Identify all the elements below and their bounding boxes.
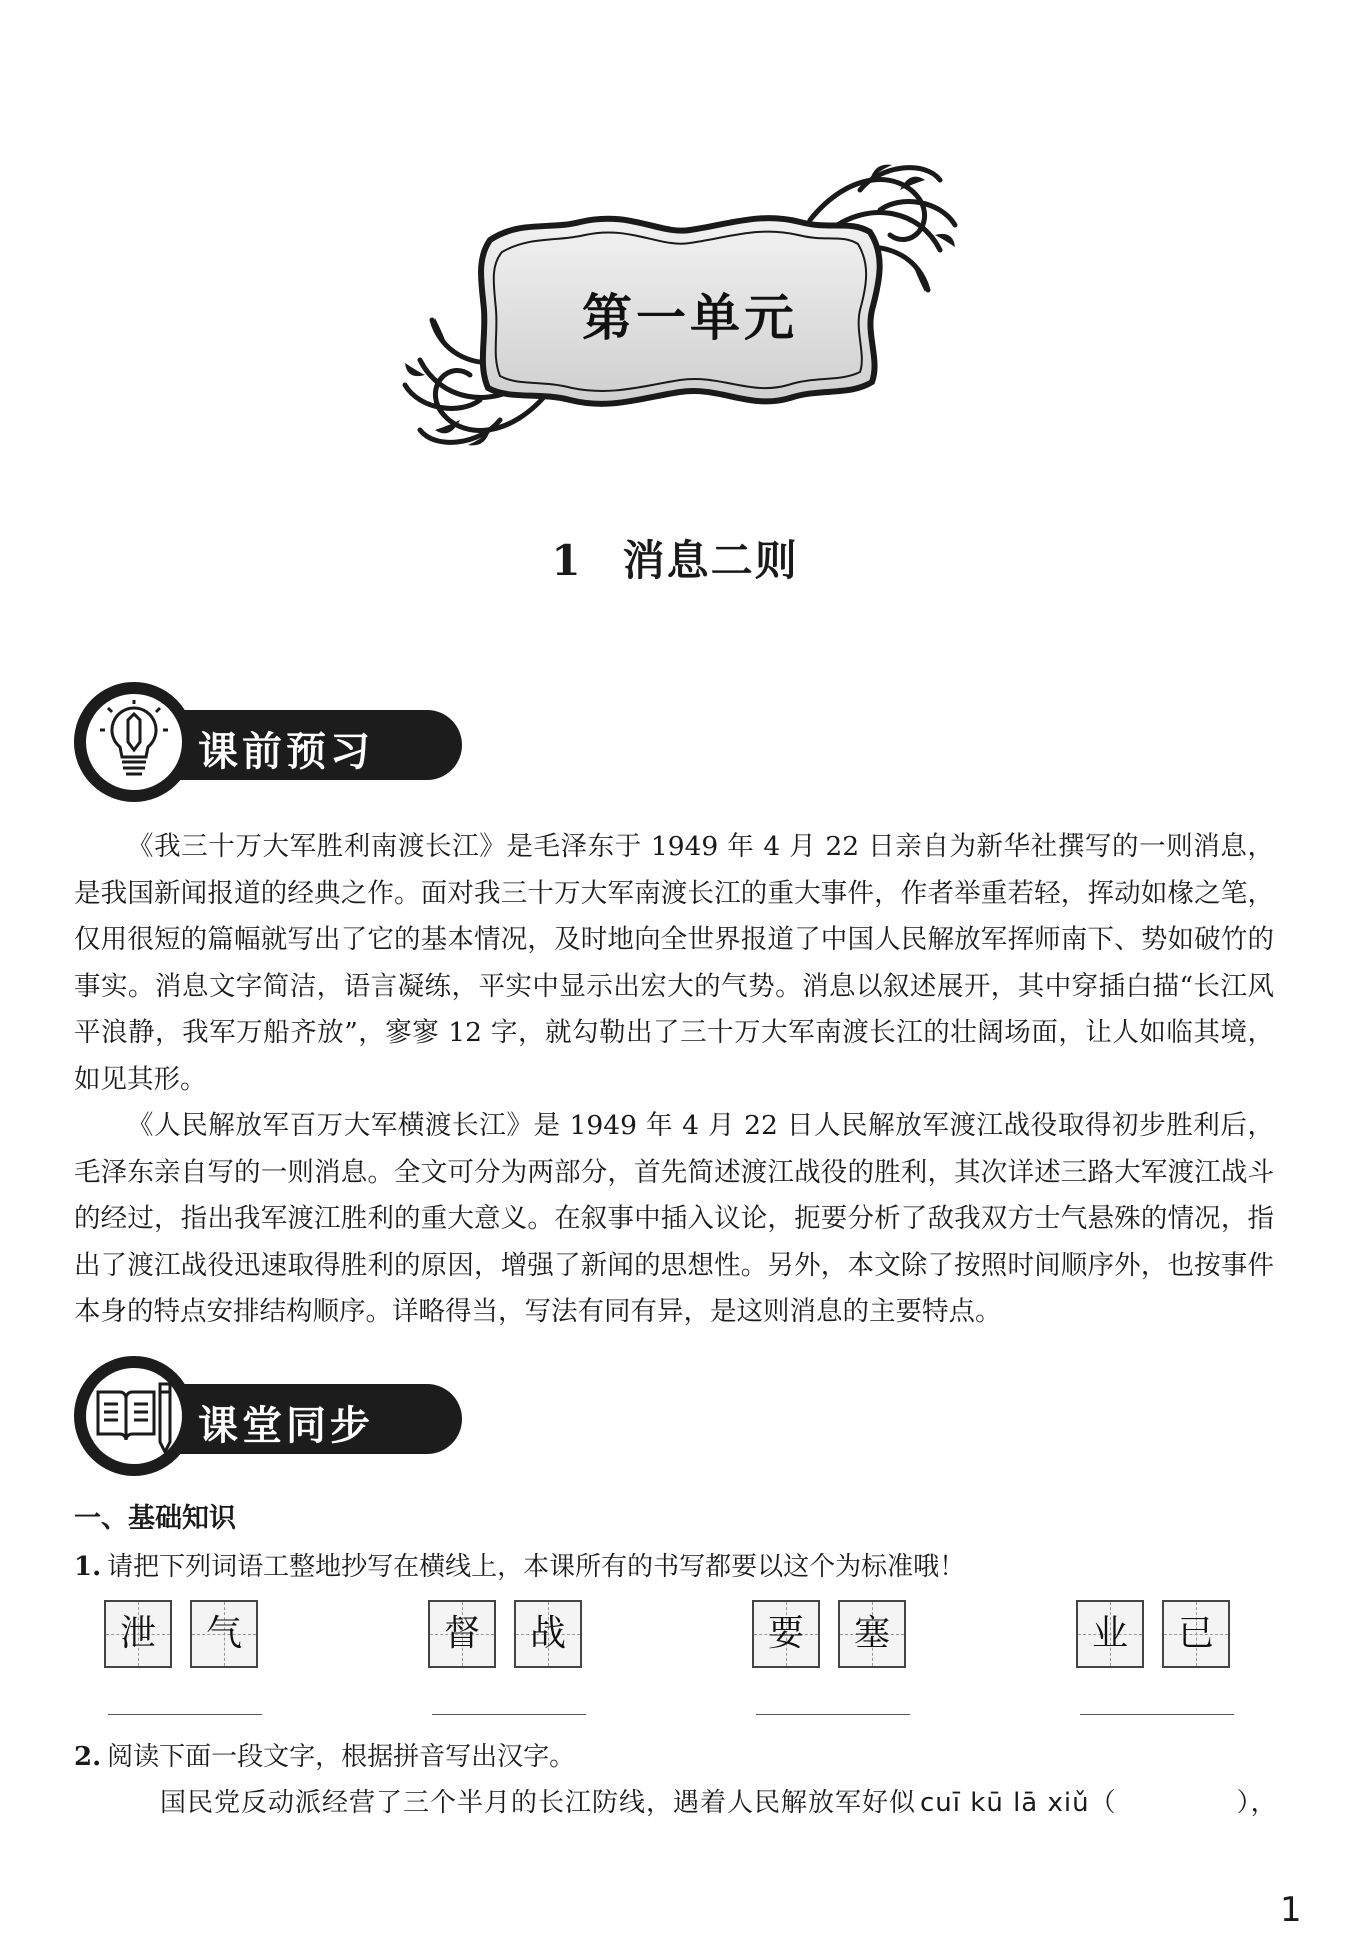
section-header-preview [74, 682, 394, 808]
character-box: 业 [1076, 1600, 1144, 1668]
writing-line[interactable] [432, 1714, 586, 1715]
pinyin-prompt: cuī kū lā xiǔ [920, 1788, 1090, 1818]
lesson-name: 消息二则 [622, 536, 799, 585]
character-box: 已 [1162, 1600, 1230, 1668]
passage-text: 国民党反动派经营了三个半月的长江防线，遇着人民解放军好似 [160, 1788, 917, 1818]
lesson-title [0, 528, 1350, 588]
open-paren: （ [1089, 1788, 1117, 1818]
preview-text [74, 824, 1274, 1336]
section-header-badge [74, 1356, 194, 1476]
character-box: 泄 [104, 1600, 172, 1668]
writing-line[interactable] [108, 1714, 262, 1715]
question-number: 2. [74, 1742, 102, 1772]
reading-passage [160, 1782, 1278, 1819]
question-2 [74, 1736, 575, 1773]
section-header-classroom [74, 1356, 394, 1482]
character-box: 督 [428, 1600, 496, 1668]
subheading-basic-knowledge: 一、基础知识 [74, 1503, 236, 1534]
word-group-2 [428, 1600, 588, 1720]
preview-paragraph-2: 《人民解放军百万大军横渡长江》是 1949 年 4 月 22 日人民解放军渡江战役取得初步胜利后，毛泽东亲自写的一则消息。全文可分为两部分，首先简述渡江战役的胜利，其次详述三路大军渡江战斗的经过，指出我军渡江胜利的重大意义。在叙事中插入议论，扼要分析了敌我双方士气悬殊的情况，指出了渡江战役迅速取得胜利的原因，增强了新闻的思想性。另外，本文除了按照时间顺序外，也按事件本身的特点安排结构顺序。详略得当，写法有同有异，是这则消息的主要特点。 [74, 1110, 1274, 1327]
question-number: 1. [74, 1552, 102, 1582]
question-1 [74, 1546, 965, 1583]
writing-line[interactable] [756, 1714, 910, 1715]
section-header-label: 课前预习 [198, 729, 374, 775]
word-group-3 [752, 1600, 912, 1720]
book-pencil-icon [86, 1368, 182, 1464]
unit-title: 第一单元 [582, 289, 798, 347]
character-box: 战 [514, 1600, 582, 1668]
word-group-1 [104, 1600, 264, 1720]
character-box: 要 [752, 1600, 820, 1668]
question-text: 请把下列词语工整地抄写在横线上，本课所有的书写都要以这个为标准哦！ [107, 1552, 966, 1582]
preview-paragraph-1: 《我三十万大军胜利南渡长江》是毛泽东于 1949 年 4 月 22 日亲自为新华社撰写的一则消息，是我国新闻报道的经典之作。面对我三十万大军南渡长江的重大事件，作者举重若轻，挥动如椽之笔，仅用很短的篇幅就写出了它的基本情况，及时地向全世界报道了中国人民解放军挥师南下、势如破竹的事实。消息文字简洁，语言凝练，平实中显示出宏大的气势。消息以叙述展开，其中穿插白描“长江风平浪静，我军万船齐放”，寥寥 12 字，就勾勒出了三十万大军南渡长江的壮阔场面，让人如临其境，如见其形。 [74, 831, 1274, 1095]
lesson-number: 1 [551, 536, 583, 585]
character-box: 气 [190, 1600, 258, 1668]
section-header-badge [74, 682, 194, 802]
lightbulb-pencil-icon [86, 694, 182, 790]
unit-banner [380, 160, 980, 460]
writing-line[interactable] [1080, 1714, 1234, 1715]
page-number: 1 [1280, 1890, 1302, 1930]
question-text: 阅读下面一段文字，根据拼音写出汉字。 [107, 1742, 576, 1772]
section-header-label: 课堂同步 [198, 1403, 374, 1449]
word-group-4 [1076, 1600, 1236, 1720]
close-paren: ）， [1236, 1788, 1278, 1818]
character-box: 塞 [838, 1600, 906, 1668]
